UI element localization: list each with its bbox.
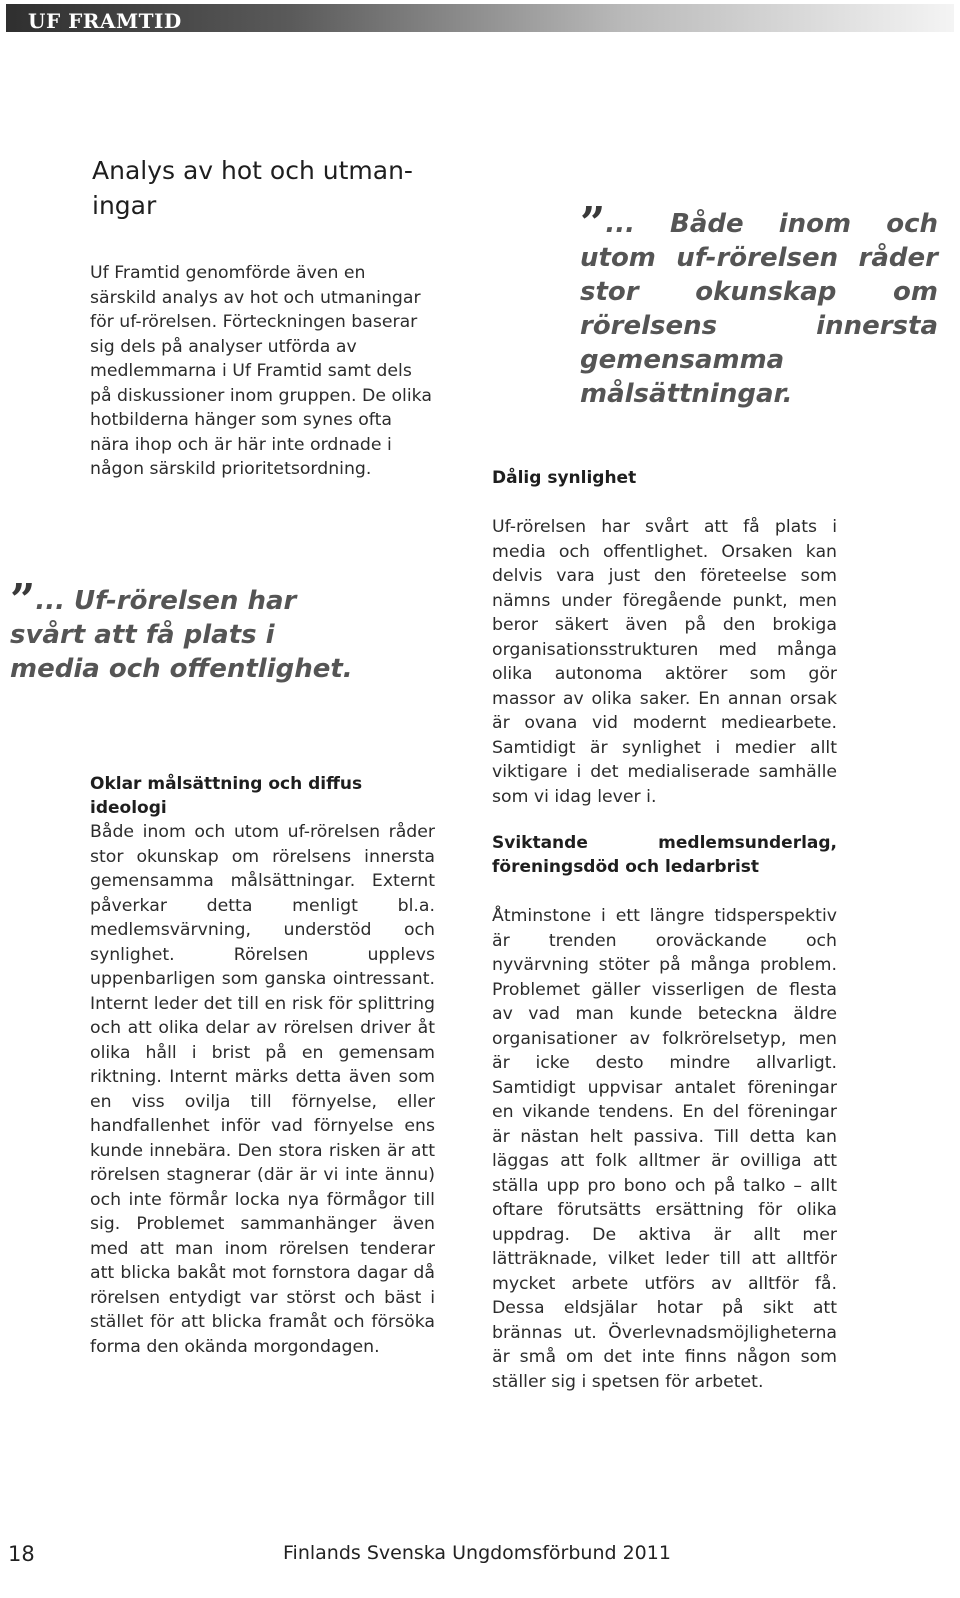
section-heading-oklar-malsattning: Oklar målsättning och diffus ideologi	[90, 774, 363, 818]
quote-mark-icon: ”	[580, 198, 602, 249]
left-pull-quote	[10, 575, 372, 686]
page-number: 18	[8, 1542, 35, 1566]
section-heading-dalig-synlighet: Dålig synlighet	[492, 468, 637, 488]
section-paragraph-dalig-synlighet: Uf-rörelsen har svårt att få plats i media och offentlighet. Orsaken kan delvis vara just den företeelse som nämns under föregående punkt, men beror säkert även på den brokiga organisationsstrukturen med många olika autonoma aktörer som gör massor av olika saker. En annan orsak är ovana vid modernt mediearbete. Samtidigt är synlighet i medier allt viktigare i det medialiserade samhälle som vi idag lever i.	[492, 517, 837, 807]
section-paragraph-oklar-malsattning: Både inom och utom uf-rörelsen råder stor okunskap om rörelsens innersta gemensamma målsättningar. Externt påverkar detta menligt bl.a. medlemsvärvning, understöd och synlighet. Rörelsen upplevs uppenbarligen som ganska ointressant. Internt leder det till en risk för splittring och att olika delar av rörelsen driver åt olika håll i brist på en gemensam riktning. Internt märks detta även som en viss ovilja till förnyelse, eller handfallenhet inför vad förnyelse ens kunde innebära. Den stora risken är att rörelsen stagnerar (där är vi inte ännu) och inte förmår locka nya förmågor till sig. Problemet sammanhänger även med att man inom rörelsen tenderar att blicka bakåt mot fornstora dagar då rörelsen entydigt var störst och bäst i stället för att blicka framåt och försöka forma den okända morgondagen.	[90, 822, 435, 1357]
footer-publisher: Finlands Svenska Ungdomsförbund 2011	[283, 1542, 671, 1564]
header-bar	[6, 4, 954, 32]
intro-paragraph: Uf Framtid genomförde även en särskild analys av hot och utmaningar för uf-rörelsen. Förteckningen baserar sig dels på analyser utförda av medlemmarna i Uf Framtid samt dels på diskussioner inom gruppen. De olika hotbilderna hänger som synes ofta nära ihop och är här inte ordnade i någon särskild prioritetsordning.	[90, 263, 432, 479]
left-pull-quote-text: ... Uf-rörelsen har svårt att få plats i media och offentlighet.	[10, 586, 353, 684]
section-paragraph-sviktande-medlemsunderlag: Åtminstone i ett längre tidsperspektiv är trenden oroväckande och nyvärvning stöter på många problem. Problemet gäller visserligen de flesta av vad man kunde beteckna äldre organisationer av folkrörelsetyp, men är icke desto mindre allvarligt. Samtidigt uppvisar antalet föreningar en vikande tendens. En del föreningar är nästan helt passiva. Till detta kan läggas att folk alltmer är ovilliga att ställa upp pro bono och på talko – allt oftare förutsätts ersättning för olika uppdrag. De aktiva är allt mer lätträknade, vilket leder till att alltför mycket arbete utförs av alltför få. Dessa eldsjälar hotar på sikt att brännas ut. Överlevnadsmöjligheterna är små om det inte finns någon som ställer sig i spetsen för arbetet.	[492, 906, 837, 1392]
header-title: UF FRAMTID	[28, 9, 182, 33]
quote-mark-icon: ”	[10, 575, 32, 626]
right-pull-quote	[580, 198, 938, 411]
right-pull-quote-text: ... Både inom och utom uf-rörelsen råder stor okunskap om rörelsens innersta gemensamma målsättningar.	[580, 209, 938, 409]
main-heading: Analys av hot och utman- ingar	[92, 156, 413, 220]
section-heading-sviktande-medlemsunderlag: Sviktande medlemsunderlag, föreningsdöd och ledarbrist	[492, 833, 837, 877]
